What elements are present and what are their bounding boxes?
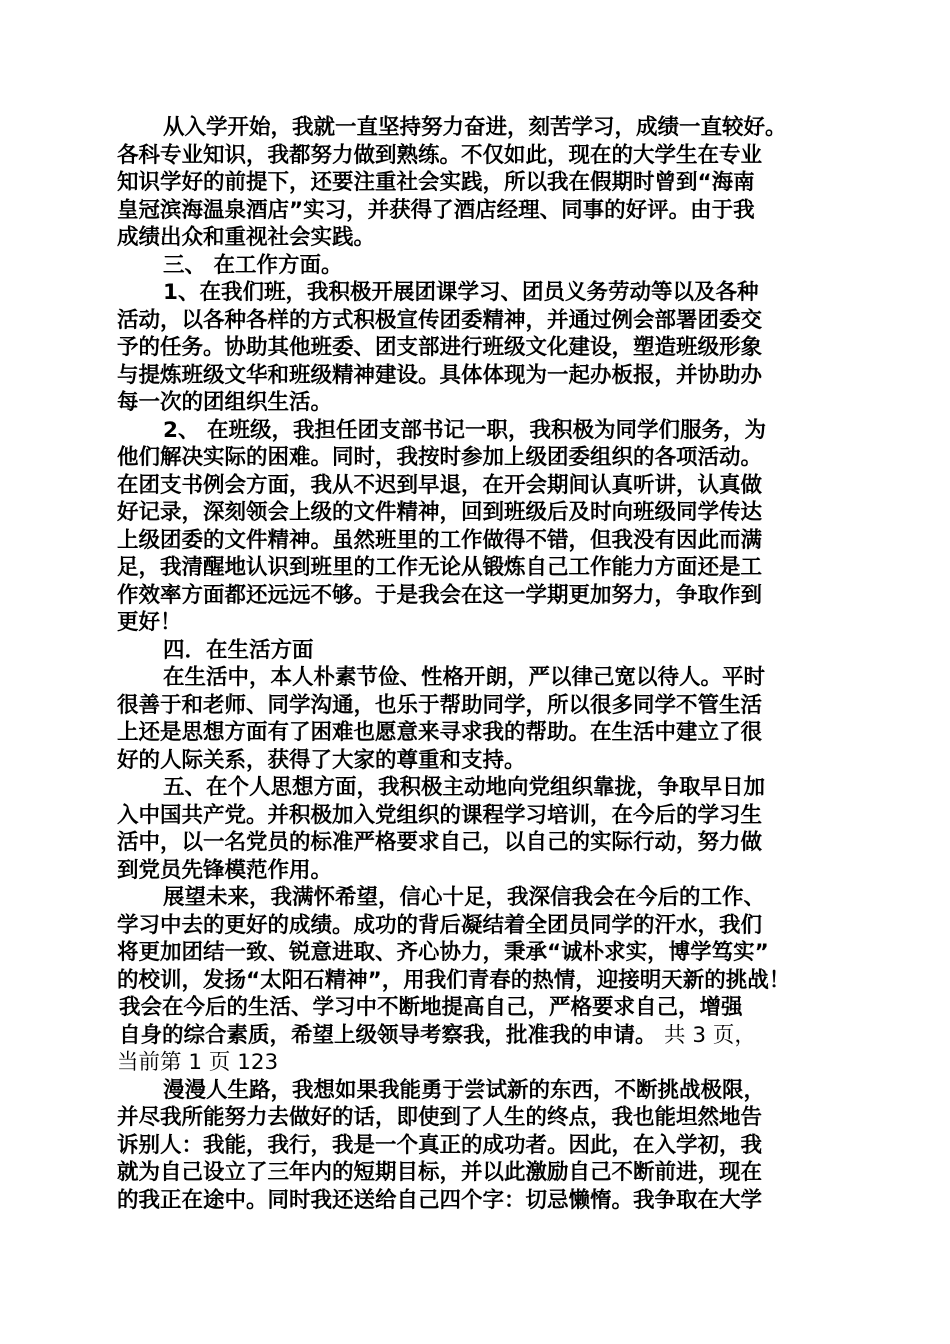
paragraph-line: 很善于和老师、同学沟通，也乐于帮助同学，所以很多同学不管生活 xyxy=(117,692,763,718)
paragraph-line: 与提炼班级文华和班级精神建设。具体体现为一起办板报，并协助办 xyxy=(117,362,763,388)
section-heading-work: 三、 在工作方面。 xyxy=(163,252,343,278)
paragraph-line: 展望未来，我满怀希望，信心十足，我深信我会在今后的工作、 xyxy=(163,885,766,910)
paragraph-line: 就为自己设立了三年内的短期目标，并以此激励自己不断前进，现在 xyxy=(117,1160,763,1185)
paragraph-line: 予的任务。协助其他班委、团支部进行班级文化建设，塑造班级形象 xyxy=(117,335,763,360)
paragraph-line: 各科专业知识，我都努力做到熟练。不仅如此，现在的大学生在专业 xyxy=(117,142,763,168)
paragraph-line xyxy=(117,1022,843,1050)
paragraph-line: 入中国共产党。并积极加入党组织的课程学习培训，在今后的学习生 xyxy=(117,802,763,828)
paragraph-text: 自身的综合素质，希望上级领导考察我，批准我的申请。 xyxy=(119,1022,657,1048)
paragraph-line: 足，我清醒地认识到班里的工作无论从锻炼自己工作能力方面还是工 xyxy=(117,555,763,580)
current-page-label: 当前第 1 页 xyxy=(117,1050,231,1075)
paragraph-line: 的我正在途中。同时我还送给自己四个字：切忌懒惰。我争取在大学 xyxy=(117,1187,763,1213)
paragraph-line: 并尽我所能努力去做好的话，即使到了人生的终点，我也能坦然地告 xyxy=(117,1105,763,1130)
paragraph-line: 好记录，深刻领会上级的文件精神，回到班级后及时向班级同学传达 xyxy=(117,500,763,525)
paragraph-line: 上级团委的文件精神。虽然班里的工作做得不错，但我没有因此而满 xyxy=(117,527,763,553)
paragraph-line: 每一次的团组织生活。 xyxy=(117,390,333,415)
paragraph-line: 活动，以各种各样的方式积极宣传团委精神，并通过例会部署团委交 xyxy=(117,307,763,333)
paragraph-line: 知识学好的前提下，还要注重社会实践，所以我在假期时曾到“海南 xyxy=(117,170,755,195)
paragraph-line: 诉别人：我能，我行，我是一个真正的成功者。因此，在入学初，我 xyxy=(117,1132,763,1158)
page-indicator xyxy=(117,1049,843,1077)
paragraph-line: 作效率方面都还远远不够。于是我会在这一学期更加努力，争取作到 xyxy=(117,582,763,608)
paragraph-line: 将更加团结一致、锐意进取、齐心协力，秉承“诚朴求实，博学笃实” xyxy=(117,940,769,965)
paragraph-line: 更好！ xyxy=(117,610,182,635)
paragraph-line: 从入学开始，我就一直坚持努力奋进，刻苦学习，成绩一直较好。 xyxy=(163,115,787,140)
document-page xyxy=(117,114,843,1214)
page-links[interactable]: 123 xyxy=(237,1050,279,1075)
paragraph-line: 在生活中，本人朴素节俭、性格开朗，严以律己宽以待人。平时 xyxy=(163,665,766,690)
paragraph-line: 学习中去的更好的成绩。成功的背后凝结着全团员同学的汗水，我们 xyxy=(117,912,763,938)
section-heading-life: 四．在生活方面 xyxy=(163,637,314,663)
paragraph-line: 皇冠滨海温泉酒店”实习，并获得了酒店经理、同事的好评。由于我 xyxy=(117,197,755,223)
paragraph-line: 上还是思想方面有了困难也愿意来寻求我的帮助。在生活中建立了很 xyxy=(117,720,763,745)
paragraph-line: 漫漫人生路，我想如果我能勇于尝试新的东西，不断挑战极限， xyxy=(163,1077,766,1103)
page-count-label: 共 3 页， xyxy=(664,1022,756,1048)
paragraph-line: 1、在我们班，我积极开展团课学习、团员义务劳动等以及各种 xyxy=(163,280,759,305)
paragraph-line: 到党员先锋模范作用。 xyxy=(117,857,333,883)
paragraph-line: 在团支书例会方面，我从不迟到早退，在开会期间认真听讲，认真做 xyxy=(117,472,763,498)
paragraph-line: 成绩出众和重视社会实践。 xyxy=(117,225,376,250)
paragraph-line: 五、在个人思想方面，我积极主动地向党组织靠拢，争取早日加 xyxy=(163,775,766,800)
paragraph-line: 他们解决实际的困难。同时，我按时参加上级团委组织的各项活动。 xyxy=(117,445,763,470)
paragraph-line: 的校训，发扬“太阳石精神”，用我们青春的热情，迎接明天新的挑战！ xyxy=(117,967,791,993)
paragraph-line: 我会在今后的生活、学习中不断地提高自己，严格要求自己，增强 xyxy=(119,995,743,1020)
paragraph-line: 2、 在班级，我担任团支部书记一职，我积极为同学们服务，为 xyxy=(163,417,766,443)
paragraph-line: 活中，以一名党员的标准严格要求自己，以自己的实际行动，努力做 xyxy=(117,830,763,855)
paragraph-line: 好的人际关系，获得了大家的尊重和支持。 xyxy=(117,747,526,773)
